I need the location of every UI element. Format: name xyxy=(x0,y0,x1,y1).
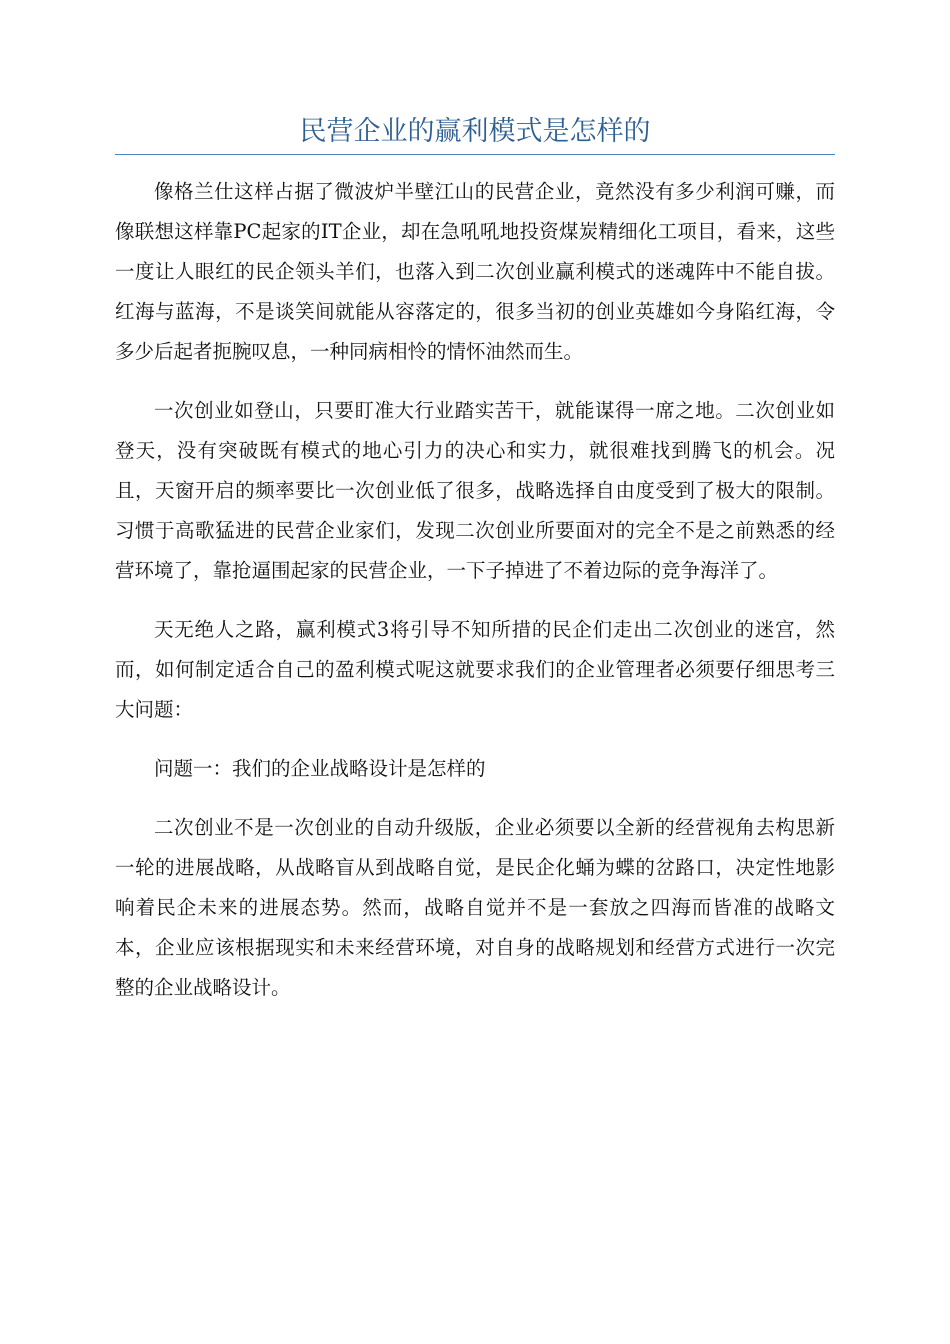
title-underline xyxy=(115,154,835,155)
document-body xyxy=(115,172,835,1027)
document-title: 民营企业的赢利模式是怎样的 xyxy=(299,116,651,147)
paragraph-3: 天无绝人之路，赢利模式3将引导不知所措的民企们走出二次创业的迷宫，然而，如何制定适合自己的盈利模式呢这就要求我们的企业管理者必须要仔细思考三大问题： xyxy=(115,618,835,721)
paragraph-2: 一次创业如登山，只要盯准大行业踏实苦干，就能谋得一席之地。二次创业如登天，没有突破既有模式的地心引力的决心和实力，就很难找到腾飞的机会。况且，天窗开启的频率要比一次创业低了很多，战略选择自由度受到了极大的限制。习惯于高歌猛进的民营企业家们，发现二次创业所要面对的完全不是之前熟悉的经营环境了，靠抢逼围起家的民营企业，一下子掉进了不着边际的竞争海洋了。 xyxy=(115,399,835,582)
paragraph-1: 像格兰仕这样占据了微波炉半壁江山的民营企业，竟然没有多少利润可赚，而像联想这样靠PC起家的IT企业，却在急吼吼地投资煤炭精细化工项目，看来，这些一度让人眼红的民企领头羊们，也落入到二次创业赢利模式的迷魂阵中不能自拔。红海与蓝海，不是谈笑间就能从容落定的，很多当初的创业英雄如今身陷红海，令多少后起者扼腕叹息，一种同病相怜的情怀油然而生。 xyxy=(115,180,835,363)
paragraph-5: 二次创业不是一次创业的自动升级版，企业必须要以全新的经营视角去构思新一轮的进展战略，从战略盲从到战略自觉，是民企化蛹为蝶的岔路口，决定性地影响着民企未来的进展态势。然而，战略自觉并不是一套放之四海而皆准的战略文本，企业应该根据现实和未来经营环境，对自身的战略规划和经营方式进行一次完整的企业战略设计。 xyxy=(115,816,835,999)
question-heading-1: 问题一：我们的企业战略设计是怎样的 xyxy=(154,757,486,780)
